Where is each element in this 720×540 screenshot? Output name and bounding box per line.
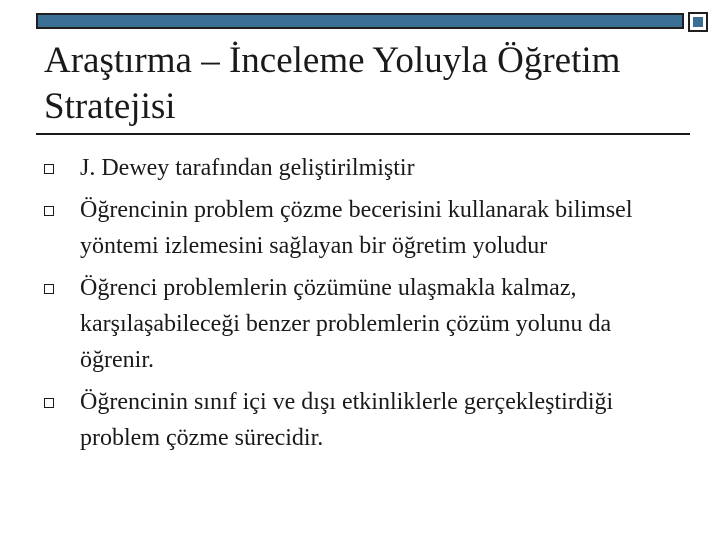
hollow-square-bullet-icon — [44, 164, 54, 174]
bullet-list — [44, 150, 684, 462]
bullet-text: J. Dewey tarafından geliştirilmiştir — [80, 155, 415, 181]
bullet-text: Öğrencinin sınıf içi ve dışı etkinliklerle gerçekleştirdiği problem çözme sürecidir. — [80, 389, 614, 451]
hollow-square-bullet-icon — [44, 398, 54, 408]
slide-title — [44, 38, 684, 130]
bullet-item — [44, 192, 684, 264]
bullet-text: Öğrencinin problem çözme becerisini kullanarak bilimsel yöntemi izlemesini sağlayan bir öğretim yoludur — [80, 197, 633, 259]
slide-title-line-2: Stratejisi — [44, 86, 176, 127]
title-divider — [36, 133, 690, 135]
bullet-item — [44, 270, 684, 378]
hollow-square-bullet-icon — [44, 284, 54, 294]
hollow-square-bullet-icon — [44, 206, 54, 216]
slide-title-line-1: Araştırma – İnceleme Yoluyla Öğretim — [44, 40, 621, 81]
bullet-item — [44, 384, 684, 456]
bullet-text: Öğrenci problemlerin çözümüne ulaşmakla kalmaz, karşılaşabileceği benzer problemlerin çözüm yolunu da öğrenir. — [80, 275, 612, 373]
bullet-item — [44, 150, 684, 186]
corner-square-icon — [688, 12, 708, 32]
header-accent-bar — [36, 13, 684, 29]
